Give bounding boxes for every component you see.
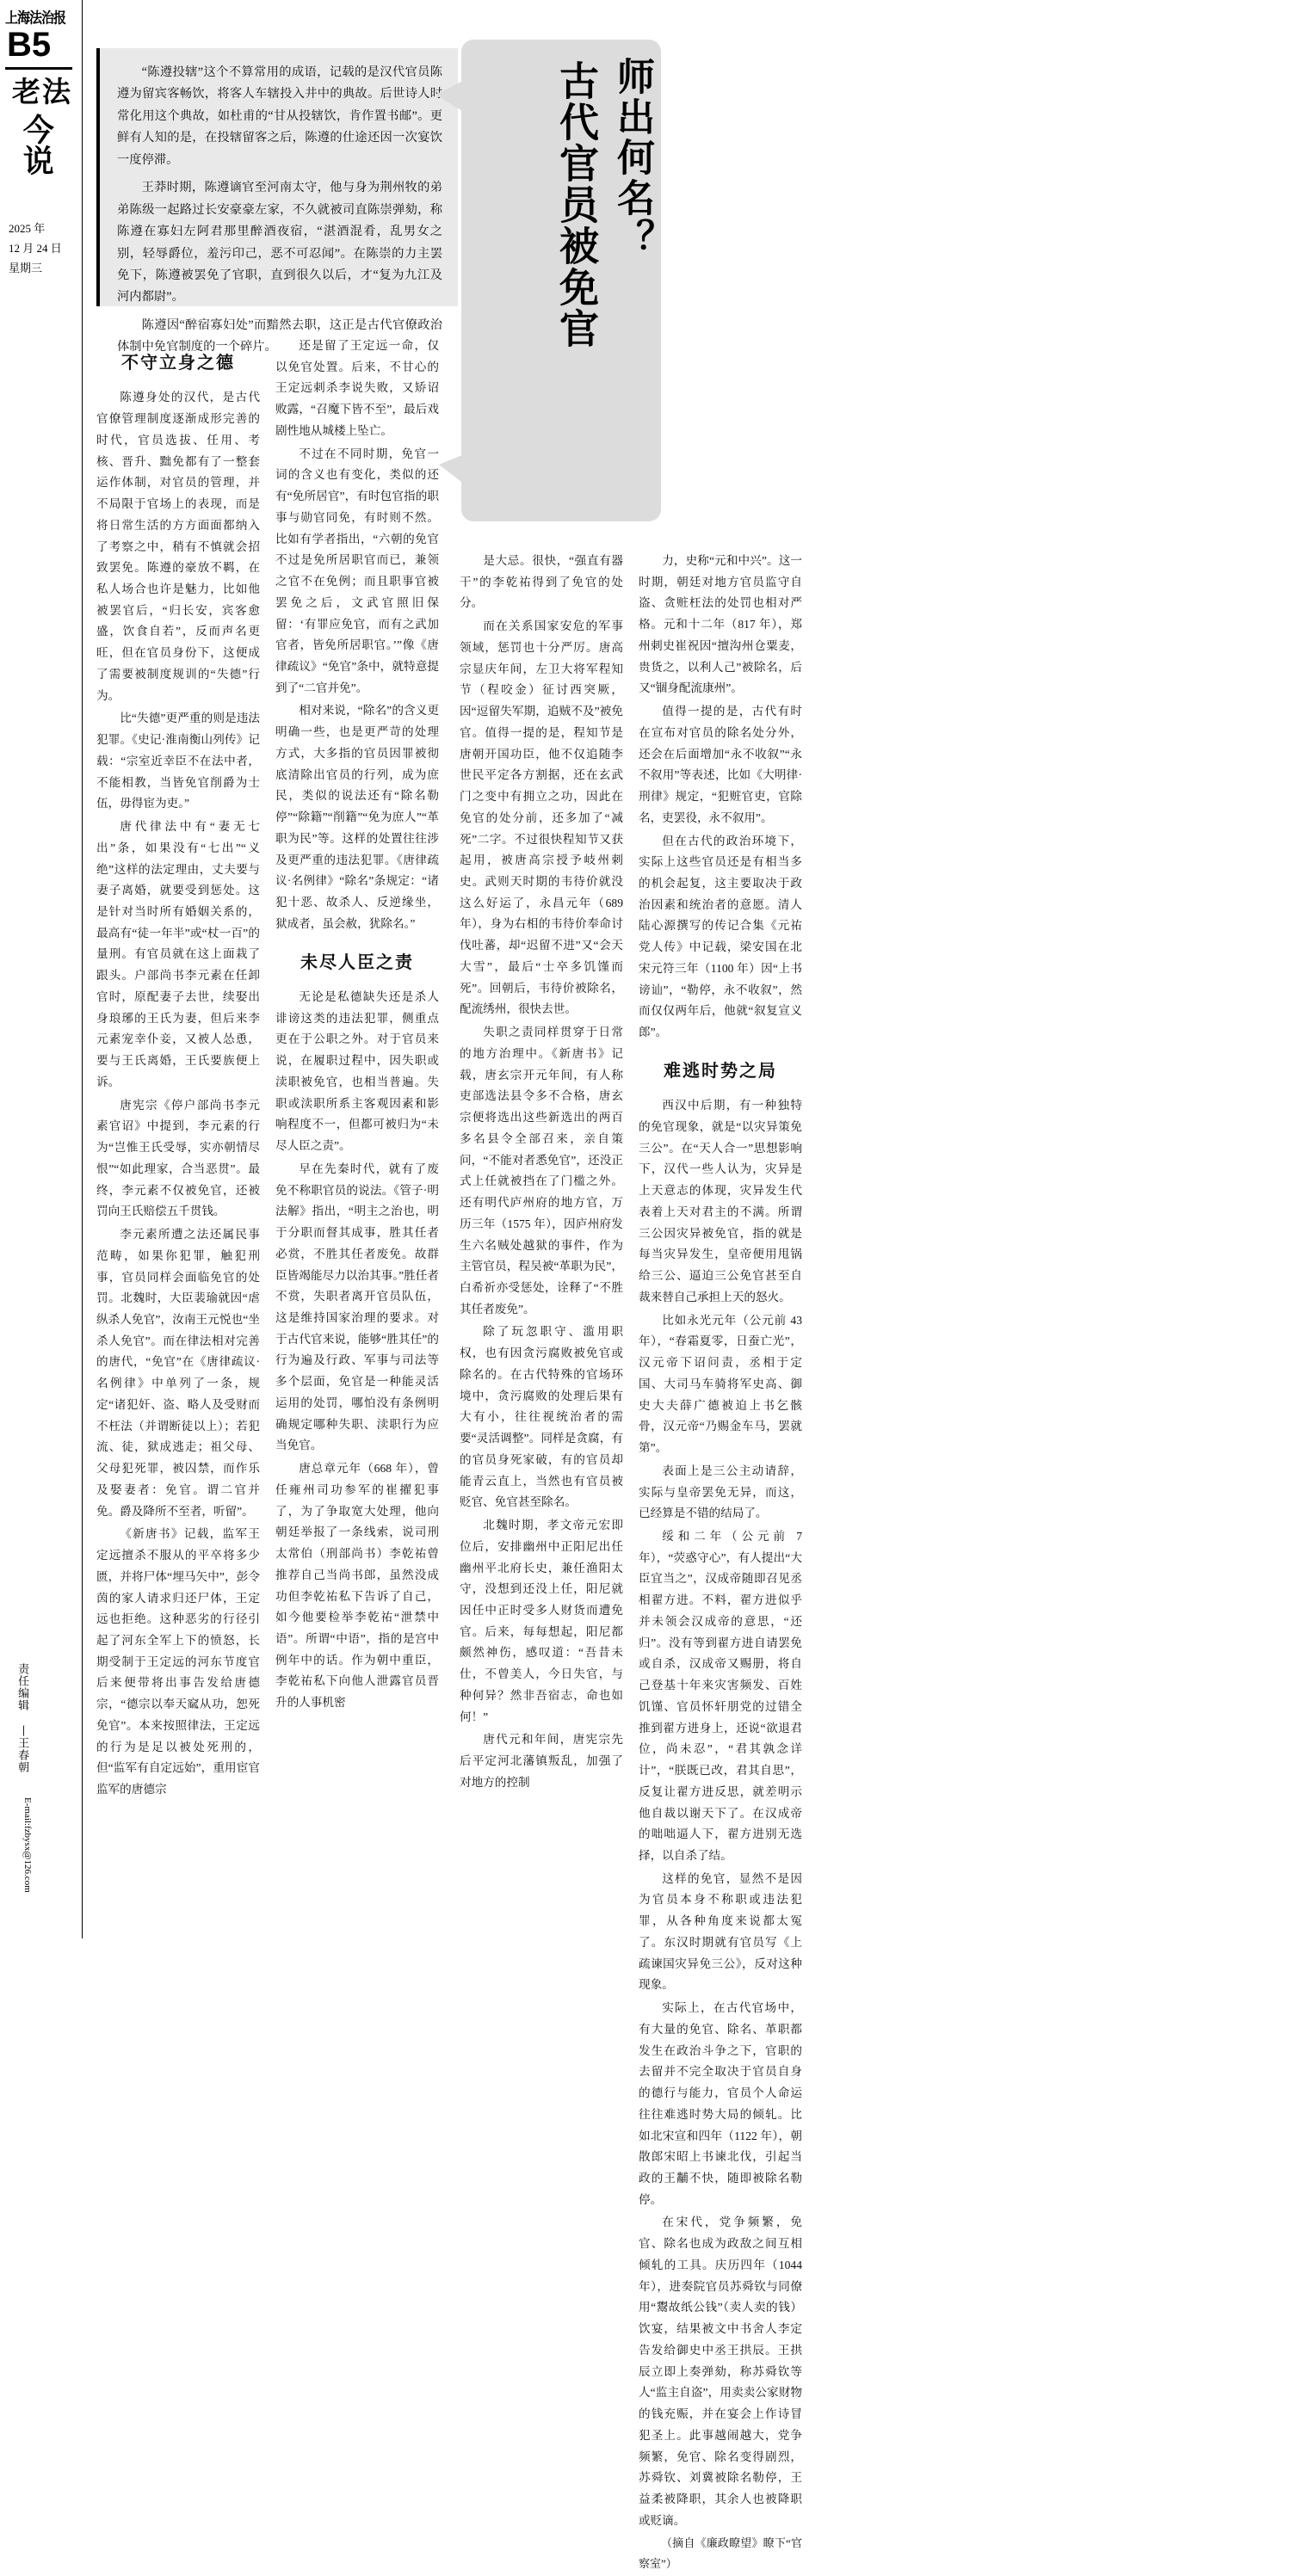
column-title-line1: 老法 bbox=[12, 77, 72, 108]
section-heading: 不守立身之德 bbox=[121, 354, 235, 373]
article-paragraph: 这样的免官，显然不是因为官员本身不称职或违法犯罪，从各种角度来说都太冤了。东汉时期就有官员写《上疏谏国灾异免三公》，反对这种现象。 bbox=[639, 1871, 802, 1992]
article-paragraph: 《新唐书》记载，监军王定远擅杀不服从的平卒将多少匮，并将尸体“埋马矢中”，彭令茵的家人请求归还尸体，王定远也拒绝。这种恶劣的行径引起了河东全军上下的愤怒，长期受制于王定远的河东节度官后来便带将出事告发给唐德宗，“德宗以奉天窳从功，恕死免官”。本来按照律法，王定远的行为是足以被处死刑的，但“监军有自定远始”，重用宦官监军的唐德宗 bbox=[96, 1527, 260, 1796]
article-column-4 bbox=[639, 551, 802, 2576]
section-heading: 难逃时势之局 bbox=[664, 1061, 777, 1081]
article-paragraph: 还是留了王定远一命，仅以免官处置。后来，不甘心的王定远刺杀李说失败，又矫诏败露，“召魔下皆不至”，最后戏剧性地从城楼上坠亡。 bbox=[275, 339, 439, 437]
column-title-line2: 今说 bbox=[19, 114, 54, 176]
headline-main: 古代官员被免官 bbox=[554, 60, 598, 349]
headline-question: 师出何名？ bbox=[611, 57, 653, 259]
article-paragraph: 西汉中后期，有一种独特的免官现象，就是“以灾异策免三公”。在“天人合一”思想影响下，汉代一些人认为，灾异是上天意志的体现，灾异发生代表着上天对君主的不满。所谓三公因灾异被免官，指的就是每当灾异发生，皇帝便用甩锅给三公、逼迫三公免官甚至自裁来替自己承担上天的怒火。 bbox=[639, 1099, 802, 1303]
headline-block bbox=[460, 19, 666, 535]
article-lead-box bbox=[96, 48, 458, 354]
article-paragraph: 陈遵身处的汉代，是古代官僚管理制度逐渐成形完善的时代，官员选拔、任用、考核、晋升、黜免都有了一整套运作体制，对官员的管理，并不局限于官场上的表现，而是将日常生活的方方面面都纳入了考察之中，稍有不慎就会招致罢免。陈遵的豪放不羁，在私人场合也许是魅力，比如他被罢官后，“归长安，宾客愈盛，饮食自若”，反而声名更旺，但在官员身份下，这便成了需要被制度规训的“失德”行为。 bbox=[96, 391, 260, 702]
article-paragraph: 但在古代的政治环境下，实际上这些官员还是有相当多的机会起复，这主要取决于政治因素和统治者的意愿。清人陆心源撰写的传记合集《元祐党人传》中记载，梁安国在北宋元符三年（1100 年）因“上书谤讪”，“勒停，永不收叙”，然而仅仅两年后，他就“叙复宣义郎”。 bbox=[639, 834, 802, 1039]
article-paragraph: 失职之责同样贯穿于日常的地方治理中。《新唐书》记载，唐玄宗开元年间，有人称吏部选法县令多不合格，唐玄宗便将选出这些新选出的两百多名县令全部召来，亲自策问，“不能对者悉免官”，还没正式上任就被挡在了门槛之外。还有明代庐州府的地方官，万历三年（1575 年），因庐州府发生六名贼处越狱的事件，作为主管官员，程吴被“革职为民”，白希祈亦受惩处，诠释了“不胜其任者废免”。 bbox=[460, 1026, 623, 1316]
masthead-rail bbox=[0, 0, 83, 1938]
article-column-3 bbox=[460, 551, 623, 1796]
lead-paragraph: 王莽时期，陈遵谪官至河南太守，他与身为荆州牧的弟弟陈级一起路过长安豪豪左家，不久就被司直陈崇弹劾，称陈遵在寡妇左阿君那里醉酒夜宿，“湛酒混肴，乱男女之别，轻辱爵位，羞污印己，恶不可忍闻”。在陈崇的力主罢免下，陈遵被罢免了官职，直到很久以后，才“复为九江及河内都尉”。 bbox=[117, 181, 442, 305]
article-paragraph: 除了玩忽职守、滥用职权，也有因贪污腐败被免官或除名的。在古代特殊的官场环境中，贪污腐败的处理后果有大有小，往往视统治者的需要“灵活调整”。同样是贪腐，有的官员身死家破，有的官员却能青云直上，当然也有官员被贬官、免官甚至除名。 bbox=[460, 1325, 623, 1509]
article-paragraph: 绥和二年（公元前 7 年），“荧惑守心”，有人提出“大臣宜当之”，汉成帝随即召见丞相翟方进。不料，翟方进似乎并未领会汉成帝的意思，“还归”。没有等到翟方进自请罢免或自杀，汉成帝又赐册，将自己登基十年来灾害频发、百姓饥馑、官员怀轩朋党的过错全推到翟方进身上，还说“欲退君位，尚未忍”，“君其孰念详计”，“朕既已改，君其自思”，反复让翟方进反思，就差明示他自裁以谢天下了。在汉成帝的咄咄逼人下，翟方进别无选择，以自杀了结。 bbox=[639, 1529, 802, 1862]
lead-paragraph: 陈遵因“醉宿寡妇处”而黯然去职，这正是古代官僚政治体制中免官制度的一个碎片。 bbox=[117, 317, 442, 354]
article-paragraph: 比“失德”更严重的则是违法犯罪。《史记·淮南衡山列传》记载：“宗室近幸臣不在法中者，不能相教，当皆免官削爵为士伍，毋得宦为吏。” bbox=[96, 712, 260, 810]
article-paragraph: 力，史称“元和中兴”。这一时期，朝廷对地方官员监守自盗、贪赃枉法的处罚也相对严格。元和十二年（817 年），郑州刺史崔祝因“擅沟州仓粟麦，贵货之，以利人己”被除名，后又“锢身配流康州”。 bbox=[639, 554, 802, 695]
editor-credit: 责任编辑 丨王春朝 bbox=[16, 1663, 30, 1773]
section-code: B5 bbox=[7, 26, 52, 64]
article-paragraph: 而在关系国家安危的军事领域，惩罚也十分严厉。唐高宗显庆年间，左卫大将军程知节（程咬金）征讨西突厥，因“逗留失军期，追贼不及”被免官。值得一提的是，程知节是唐朝开国功臣，他不仅追随李世民平定各方割据，还在玄武门之变中有拥立之功，因此在免官的处分前，还多加了“减死”二字。不过很快程知节又获起用，被唐高宗授予岐州刺史。武则天时期的韦待价就没这么好运了，永昌元年（689 年），身为右相的韦待价奉命讨伐吐蕃，却“迟留不进”又“会天大雪”，最后“士卒多饥馑而死”。回朝后，韦待价被除名，配流绣州，很快去世。 bbox=[460, 619, 623, 1016]
date-year: 2025 年 bbox=[9, 222, 46, 235]
article-paragraph: 相对来说，“除名”的含义更明确一些，也是更严苛的处理方式，大多指的官员因罪被彻底清除出官员的行列，成为庶民，类似的说法还有“除名勒停”“除籍”“削籍”“免为庶人”“革职为民”等。这样的处置往往涉及更严重的违法犯罪。《唐律疏议·名例律》“除名”条规定：“诸犯十恶、故杀人、反逆缘坐，狱成者，虽会赦，犹除名。” bbox=[275, 704, 439, 930]
article-paragraph: 唐代律法中有“妻无七出”条，如果没有“七出”“义绝”这样的法定理由，丈夫要与妻子离婚，就要受到惩处。这是针对当时所有婚姻关系的，最高有“徒一年半”或“杖一百”的量刑。有官员就在这上面栽了跟头。户部尚书李元素在任卸官时，原配妻子去世，续娶出身琅琊的王氏为妻，但后来李元素宠幸仆妾，又被人怂恿，要与王氏离婚，王氏要族便上诉。 bbox=[96, 820, 260, 1088]
article-column-1 bbox=[96, 336, 260, 1803]
article-paragraph: 唐总章元年（668 年），曾任雍州司功参军的崔擢犯事了，为了争取宽大处理，他向朝廷举报了一条线索，说司刑太常伯（刑部尚书）李乾祐曾推荐自己当尚书郎，虽然没成功但李乾祐私下告诉了自己，如今他要检举李乾祐“泄禁中语”。所谓“中语”，指的是宫中例年中的话。作为朝中重臣，李乾祐私下向他人泄露官员晋升的人事机密 bbox=[275, 1462, 439, 1710]
date-monthday: 12 月 24 日 bbox=[9, 241, 62, 255]
article-paragraph: 早在先秦时代，就有了废免不称职官员的说法。《管子·明法解》指出，“明主之治也，明于分职而督其成事，胜其任者必赏，不胜其任者废免。故群臣皆竭能尽力以治其事。”胜任者不赏，失职者离开官员队伍，这是维持国家治理的要求。对于古代官来说，能够“胜其任”的行为遍及行政、军事与司法等多个层面，免官是一种能灵活运用的处罚，哪怕没有条例明确规定哪种失职、渎职行为应当免官。 bbox=[275, 1162, 439, 1452]
article-paragraph: 在宋代，党争频繁，免官、除名也成为政敌之间互相倾轧的工具。庆历四年（1044 年），进奏院官员苏舜钦与同僚用“鬻故纸公钱”（卖人卖的钱）饮宴，结果被文中书舍人李定告发给御史中丞王拱辰。王拱辰立即上奏弹劾，称苏舜钦等人“监主自盗”，用卖卖公家财物的钱充赈，并在宴会上作诗冒犯圣上。此事越闹越大，党争频繁，免官、除名变得剧烈，苏舜钦、刘冀被除名勒停，王益柔被降职，其余人也被降职或贬谪。 bbox=[639, 2215, 802, 2527]
article-source-note: （摘自《廉政瞭望》瞭下“官察室”） bbox=[639, 2536, 802, 2571]
publication-date bbox=[9, 219, 76, 278]
article-paragraph: 是大忌。很快，“强直有器干”的李乾祐得到了免官的处分。 bbox=[460, 554, 623, 610]
lead-paragraph: “陈遵投辖”这个不算常用的成语，记载的是汉代官员陈遵为留宾客畅饮，将客人车辖投入井中的典故。后世诗人时常化用这个典故，如杜甫的“甘从投辖饮，肯作置书邮”。更鲜有人知的是，在投辖留客之后，陈遵的仕途还因一次宴饮一度停滞。 bbox=[117, 65, 442, 167]
article-paragraph: 李元素所遭之法还属民事范畴，如果你犯罪，触犯刑事，官员同样会面临免官的处罚。北魏时，大臣裴瑜就因“虐纵杀人免官”，汝南王元悦也“坐杀人免官”。而在律法相对完善的唐代，“免官”在《唐律疏议·名例律》中单列了一条，规定“诸犯奸、盗、略人及受财而不枉法（并谓断徒以上）；若犯流、徒，狱成逃走；祖父母、父母犯死罪，被囚禁，而作乐及娶妻者：免官。谓二官并免。爵及降所不至者，听留”。 bbox=[96, 1228, 260, 1518]
article-paragraph: 实际上，在古代官场中，有大量的免官、除名、革职都发生在政治斗争之下，官职的去留并不完全取决于官员自身的德行与能力，官员个人命运往往难逃时势大局的倾轧。比如北宋宣和四年（1122 年），朝散郎宋昭上书谏北伐，引起当政的王黼不快，随即被除名勒停。 bbox=[639, 2001, 802, 2206]
article-paragraph: 比如永光元年（公元前 43 年），“春霜夏零，日蚕亡光”，汉元帝下诏问责，丞相于定国、大司马车骑将军史高、御史大夫薛广德被迫上书乞骸骨，汉元帝“乃赐金车马，罢就第”。 bbox=[639, 1313, 802, 1455]
article-paragraph: 无论是私德缺失还是杀人诽谤这类的违法犯罪，侧重点更在于公职之外。对于官员来说，在履职过程中，因失职或渎职被免官，也相当普遍。失职或渎职所系主客观因素和影响程度不一，但都可被归为“未尽人臣之责”。 bbox=[275, 989, 439, 1153]
editor-email: E-mail:fzbysx@126.com bbox=[22, 1797, 33, 1893]
date-weekday: 星期三 bbox=[9, 261, 43, 274]
section-heading: 未尽人臣之责 bbox=[300, 952, 414, 972]
article-paragraph: 北魏时期，孝文帝元宏即位后，安排幽州中正阳尼出任幽州平北府长史，兼任渔阳太守，没想到还没上任，阳尼就因任中正时受多人财货而遭免官。后来，每每想起，阳尼都颇然神伤，感叹道：“吾昔未仕，不曾美人，今日失官，与种何异？然非吾宿志，命也如何！” bbox=[460, 1519, 623, 1723]
article-column-2 bbox=[275, 336, 439, 1716]
article-paragraph: 值得一提的是，古代有时在宣布对官员的除名处分外，还会在后面增加“永不收叙”“永不叙用”等表述，比如《大明律·刑律》规定，“犯赃官吏，官除名，吏罢役，永不叙用”。 bbox=[639, 705, 802, 824]
article-paragraph: 不过在不同时期，免官一词的含义也有变化，类似的还有“免所居官”，有时包官指的职事与勋官同免，有时则不然。比如有学者指出，“六朝的免官不过是免所居职官而已，兼领之官不在免例；而且职事官被罢免之后，文武官照旧保留：‘有罪应免官，而有之武加官者，皆免所居职官。’”像《唐律疏议》“免官”条中，就特意提到了“二官并免”。 bbox=[275, 447, 439, 694]
masthead-divider bbox=[5, 67, 72, 70]
article-paragraph: 唐宪宗《停户部尚书李元素官诏》中提到，李元素的行为“岂惟王氏受辱，实亦朝情尽恨”“如此理家，合当恶贯”。最终，李元素不仅被免官，还被罚向王氏赔偿五千贯钱。 bbox=[96, 1098, 260, 1218]
article-paragraph: 唐代元和年间，唐宪宗先后平定河北藩镇叛乱，加强了对地方的控制 bbox=[460, 1733, 623, 1789]
article-paragraph: 表面上是三公主动请辞，实际与皇帝罢免无异，而这，已经算是不错的结局了。 bbox=[639, 1464, 802, 1520]
newspaper-logo: 上海法治报 bbox=[5, 10, 66, 27]
